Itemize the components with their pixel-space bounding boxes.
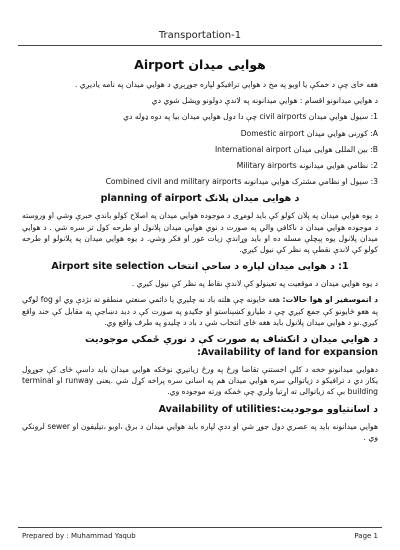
document-title: هوایی میدان Airport [134,57,266,72]
planning-heading: د هوایی میدان پلانګ planning of airport [100,193,300,205]
type-combined: 3: سیول او نظامي مشترک هوایي میدانونه Combined civil and military airports [105,177,378,187]
weather-text: هغه خایونه چې هلته باد نه چلیږي یا دائمي صنعتي منطقو ته نژدې وي او fog لوګي په هغو ځایونو کې جمع کیږي چې د طیارو کښېناستو او جګیدو په صورت کې د دید دښاجې په مقابل کې خند واقع کیږي.نو د هوایي میدان پلانول باید هغه ځای انتخاب شي د باد د چلیدو په طرف واقع وي. [22,295,378,327]
planning-paragraph: د یوه هوایي میدان په پلان کولو کې باید لومړی د موجوده هوایي میدان په اصلاح کولو باندې خبرې وشي او وروسته د موجوده هوایي میدان د ناکافي والي په صورت د نوي هوایي میدان پلانول او طرحه کول تر سره شي . د هوایي میدان پلانول یوه پېچلې مسله ده او باید وړاندې زیات غور او فکر وشي. د یوه هوایي میدان په پلانولو او طرحه کولو کې لاندې نقطې په نظر کې نیول کیږي. [22,211,378,255]
page-header: Transportation-1 [158,30,242,41]
weather-heading: د اتموسفیر او هوا حالات: [282,295,378,305]
intro-paragraph: هغه خای چې د خمکې یا اوبو په مخ د هوایي ترافیکو لپاره جوړېږي د هوایي میدان په نامه یادیږي . [74,80,378,89]
utilities-paragraph: هوایي میدانونه باید په عصري دول جوړ شي او ددې لپاره باید هوایي میدان د برق ،اوبو ،تیلیفون او sewer لرونکي وي . [22,421,378,442]
document-body [22,57,378,448]
type-military: 2: نظامي هوایي میدانونه Military airports [236,161,378,171]
footer-page-number: Page 1 [354,532,378,540]
weather-paragraph [22,294,378,328]
header-divider [18,45,382,46]
type-civil: 1: سیول هوایي میدان civil airports چې دا دول هوایي میدان بیا په دوه ډوله دي [123,112,378,122]
types-intro: د هوایي میدانونو اقسام : هوایي میدانونه په لاندې دولونو ویشل شوي دي [151,96,378,106]
type-domestic: A: کورنی هوایي میدان Domestic airport [240,128,378,138]
type-international: B: بین المللی هوایی میدان International airport [214,144,378,154]
land-heading: د هوایي میدان د انکشاف په صورت کې د نوري ځمکي موجودیت Availability of land for expansion: [84,334,378,359]
footer-divider [18,527,382,528]
land-paragraph: دهوایي میدانونو خخه د کلې اخستنې تقاضا ورځ په ورځ زیاتیږي نوځکه هوایي میدان باید داسې ځای کې جوړول یکار دي د ترافیکو د زیاتوالي سره هوایي میدان هم په اسانی سره پراخه کړل شي .یعنی runway او terminal building بې که زیاتوالی ته اړتیا ولري چې ځمکه ورته موجوده وي. [22,365,378,397]
utilities-heading: د اسانتیاوو موجودیت:Availability of utilities [158,403,378,415]
site-selection-paragraph: د یوه هوایي میدان د موقعیت په تعینولو کې لاندې نقاط په نظر کې نیول کیږي . [131,279,378,289]
site-selection-heading: 1: د هوایی میدان لپاره د ساحې انتخاب Airport site selection [51,261,349,273]
footer-author: Prepared by : Muhammad Yaqub [22,532,136,540]
